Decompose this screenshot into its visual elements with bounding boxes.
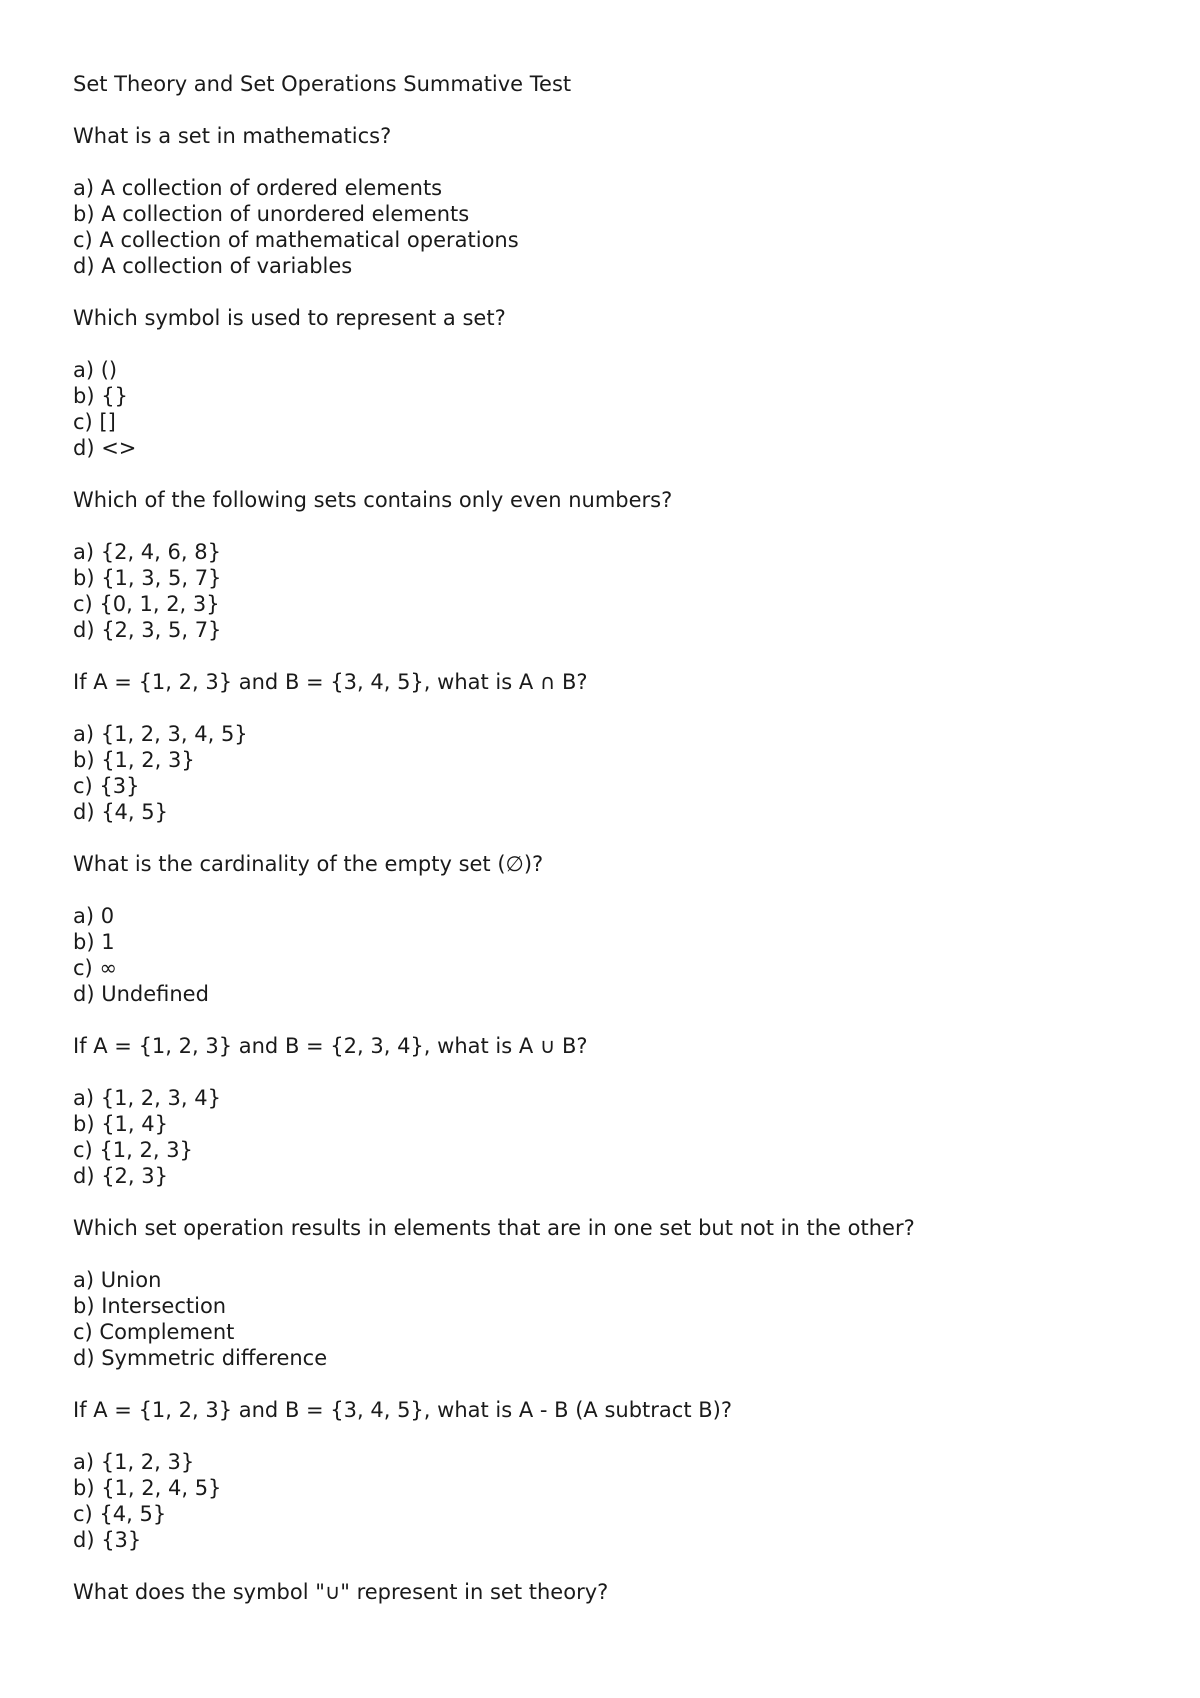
document-title: Set Theory and Set Operations Summative Test (73, 72, 572, 96)
answer-option-c: c) [] (73, 410, 116, 434)
answer-option-a: a) {1, 2, 3, 4} (73, 1086, 221, 1110)
answer-option-d: d) Undefined (73, 982, 209, 1006)
answer-option-b: b) {} (73, 384, 128, 408)
question-text: What is a set in mathematics? (73, 124, 392, 148)
answer-option-a: a) {1, 2, 3, 4, 5} (73, 722, 248, 746)
question-4 (73, 669, 1153, 825)
answer-option-b: b) {1, 3, 5, 7} (73, 566, 222, 590)
answer-option-a: a) Union (73, 1268, 162, 1292)
document-body (73, 71, 1153, 1631)
answer-option-d: d) {3} (73, 1528, 142, 1552)
answer-option-a: a) () (73, 358, 118, 382)
question-1 (73, 123, 1153, 279)
answer-option-d: d) {2, 3} (73, 1164, 168, 1188)
question-2 (73, 305, 1153, 461)
answer-option-b: b) 1 (73, 930, 115, 954)
answer-option-b: b) Intersection (73, 1294, 227, 1318)
question-9 (73, 1579, 1153, 1605)
question-3 (73, 487, 1153, 643)
answer-option-c: c) Complement (73, 1320, 235, 1344)
question-text: Which of the following sets contains only even numbers? (73, 488, 673, 512)
question-8 (73, 1397, 1153, 1553)
answer-option-d: d) A collection of variables (73, 254, 353, 278)
answer-option-a: a) {2, 4, 6, 8} (73, 540, 221, 564)
question-text: Which symbol is used to represent a set? (73, 306, 506, 330)
question-text: If A = {1, 2, 3} and B = {3, 4, 5}, what is A ∩ B? (73, 670, 588, 694)
question-text: Which set operation results in elements that are in one set but not in the other? (73, 1216, 915, 1240)
answer-option-d: d) {4, 5} (73, 800, 168, 824)
answer-option-a: a) {1, 2, 3} (73, 1450, 195, 1474)
question-text: If A = {1, 2, 3} and B = {2, 3, 4}, what is A ∪ B? (73, 1034, 588, 1058)
answer-option-c: c) {4, 5} (73, 1502, 167, 1526)
answer-option-c: c) ∞ (73, 956, 117, 980)
answer-option-b: b) {1, 2, 3} (73, 748, 195, 772)
answer-option-c: c) {0, 1, 2, 3} (73, 592, 220, 616)
question-6 (73, 1033, 1153, 1189)
question-text: What does the symbol "∪" represent in set theory? (73, 1580, 609, 1604)
answer-option-d: d) {2, 3, 5, 7} (73, 618, 222, 642)
question-5 (73, 851, 1153, 1007)
question-text: If A = {1, 2, 3} and B = {3, 4, 5}, what is A - B (A subtract B)? (73, 1398, 732, 1422)
question-text: What is the cardinality of the empty set (∅)? (73, 852, 544, 876)
answer-option-d: d) Symmetric difference (73, 1346, 328, 1370)
answer-option-a: a) A collection of ordered elements (73, 176, 443, 200)
answer-option-c: c) {3} (73, 774, 140, 798)
answer-option-c: c) {1, 2, 3} (73, 1138, 193, 1162)
answer-option-b: b) {1, 2, 4, 5} (73, 1476, 222, 1500)
question-7 (73, 1215, 1153, 1371)
answer-option-d: d) <> (73, 436, 137, 460)
answer-option-b: b) A collection of unordered elements (73, 202, 470, 226)
answer-option-a: a) 0 (73, 904, 115, 928)
answer-option-c: c) A collection of mathematical operations (73, 228, 519, 252)
answer-option-b: b) {1, 4} (73, 1112, 168, 1136)
